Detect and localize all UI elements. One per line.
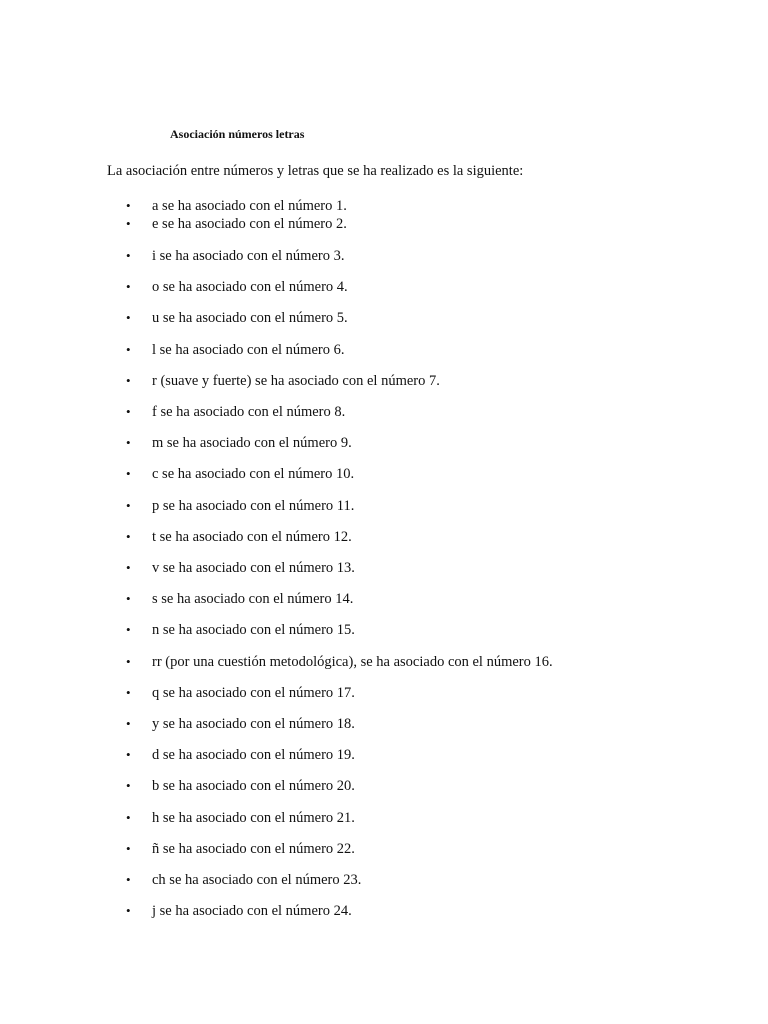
list-item-text: a se ha asociado con el número 1. — [152, 198, 347, 214]
bullet-icon: • — [126, 466, 131, 481]
bullet-icon: • — [126, 747, 131, 762]
list-item-text: q se ha asociado con el número 17. — [152, 685, 355, 701]
list-item-text: m se ha asociado con el número 9. — [152, 435, 352, 451]
bullet-icon: • — [126, 373, 131, 388]
bullet-icon: • — [126, 810, 131, 825]
list-item-text: e se ha asociado con el número 2. — [152, 216, 347, 232]
list-item-text: i se ha asociado con el número 3. — [152, 248, 345, 264]
bullet-icon: • — [126, 591, 131, 606]
bullet-icon: • — [126, 778, 131, 793]
bullet-icon: • — [126, 685, 131, 700]
list-item-text: f se ha asociado con el número 8. — [152, 404, 346, 420]
bullet-icon: • — [126, 279, 131, 294]
bullet-icon: • — [126, 903, 131, 918]
list-item-text: t se ha asociado con el número 12. — [152, 529, 352, 545]
bullet-icon: • — [126, 310, 131, 325]
bullet-icon: • — [126, 560, 131, 575]
bullet-icon: • — [126, 716, 131, 731]
bullet-icon: • — [126, 622, 131, 637]
list-item-text: y se ha asociado con el número 18. — [152, 716, 355, 732]
list-item-text: r (suave y fuerte) se ha asociado con el número 7. — [152, 373, 440, 389]
list-item-text: rr (por una cuestión metodológica), se ha asociado con el número 16. — [152, 654, 553, 670]
list-item-text: u se ha asociado con el número 5. — [152, 310, 348, 326]
bullet-icon: • — [126, 841, 131, 856]
bullet-icon: • — [126, 435, 131, 450]
bullet-icon: • — [126, 248, 131, 263]
bullet-icon: • — [126, 872, 131, 887]
bullet-icon: • — [126, 654, 131, 669]
document-title: Asociación números letras — [170, 127, 305, 141]
list-item-text: ch se ha asociado con el número 23. — [152, 872, 362, 888]
list-item-text: s se ha asociado con el número 14. — [152, 591, 354, 607]
list-item-text: ñ se ha asociado con el número 22. — [152, 841, 355, 857]
list-item-text: j se ha asociado con el número 24. — [152, 903, 352, 919]
list-item-text: v se ha asociado con el número 13. — [152, 560, 355, 576]
bullet-icon: • — [126, 498, 131, 513]
list-item-text: h se ha asociado con el número 21. — [152, 810, 355, 826]
bullet-icon: • — [126, 404, 131, 419]
list-item-text: d se ha asociado con el número 19. — [152, 747, 355, 763]
bullet-icon: • — [126, 342, 131, 357]
bullet-icon: • — [126, 198, 131, 213]
bullet-icon: • — [126, 529, 131, 544]
list-item-text: l se ha asociado con el número 6. — [152, 342, 345, 358]
list-item-text: p se ha asociado con el número 11. — [152, 498, 355, 514]
list-item-text: o se ha asociado con el número 4. — [152, 279, 348, 295]
bullet-icon: • — [126, 216, 131, 231]
list-item-text: c se ha asociado con el número 10. — [152, 466, 355, 482]
list-item-text: n se ha asociado con el número 15. — [152, 622, 355, 638]
intro-paragraph: La asociación entre números y letras que se ha realizado es la siguiente: — [107, 163, 524, 179]
list-item-text: b se ha asociado con el número 20. — [152, 778, 355, 794]
